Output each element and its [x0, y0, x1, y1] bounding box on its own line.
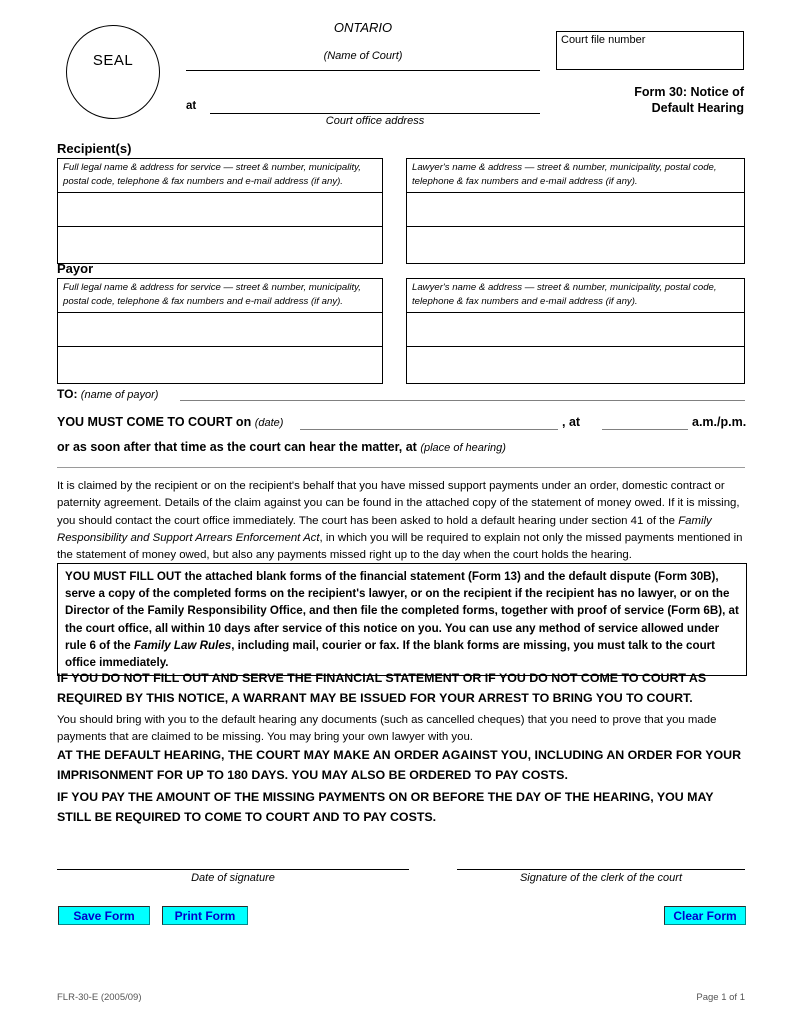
- place-of-hearing-caption: (place of hearing): [420, 442, 506, 454]
- comma-at-label: , at: [562, 415, 581, 429]
- page-number-footer: Page 1 of 1: [696, 992, 745, 1003]
- recipients-heading: Recipient(s): [57, 141, 132, 156]
- form-code-footer: FLR-30-E (2005/09): [57, 992, 142, 1003]
- claim-paragraph-part-1: It is claimed by the recipient or on the recipient's behalf that you have missed support payments under an order, domestic contract or paternity agreement. Details of the claim against you can be found in the attached copy of the statement of money owed. If it is missing, you should contact the court office immediately. The court has been asked to hold a default hearing under section 41 of the: [57, 480, 740, 527]
- save-form-button[interactable]: Save Form: [58, 906, 150, 925]
- payor-party-field-2[interactable]: [58, 347, 382, 383]
- payor-lawyer-caption: Lawyer's name & address — street & number, municipality, postal code, telephone & fax numbers and e-mail address (if any).: [407, 279, 744, 313]
- court-seal-icon: [66, 25, 160, 119]
- court-file-number-field[interactable]: [556, 31, 744, 70]
- must-come-to-court-row: [57, 415, 283, 429]
- warning-imprisonment: AT THE DEFAULT HEARING, THE COURT MAY MAKE AN ORDER AGAINST YOU, INCLUDING AN ORDER FOR YOUR IMPRISONMENT FOR UP TO 180 DAYS. YOU MAY ALSO BE ORDERED TO PAY COSTS.: [57, 748, 742, 782]
- place-of-hearing-row: [57, 440, 506, 454]
- claim-paragraph-statute: Family Responsibility and Support Arrears Enforcement Act: [57, 514, 712, 544]
- name-of-court-caption: (Name of Court): [323, 50, 403, 62]
- warning-warrant: IF YOU DO NOT FILL OUT AND SERVE THE FINANCIAL STATEMENT OR IF YOU DO NOT COME TO COURT AS REQUIRED BY THIS NOTICE, A WARRANT MAY BE ISSUED FOR YOUR ARREST TO BRING YOU TO COURT.: [57, 671, 707, 705]
- must-fill-part-1: YOU MUST FILL OUT the attached blank forms of the financial statement (Form 13) and the default dispute (Form 30B), serve a copy of the completed forms on the recipient's lawyer, or on the recipient if the recipient has no lawyer, or on the Director of the Family Responsibility Office, and then file the completed forms, together with proof of service (Form 6B), at the court office, all within 10 days after service of this notice on you. You can use any method of service allowed under rule 6 of the: [65, 570, 739, 652]
- payor-lawyer-box[interactable]: [406, 278, 745, 384]
- hearing-date-input-line[interactable]: [300, 429, 558, 430]
- court-file-number-label: Court file number: [561, 34, 646, 46]
- at-label: at: [186, 100, 197, 112]
- recipient-party-field-2[interactable]: [58, 227, 382, 263]
- payor-lawyer-field-2[interactable]: [407, 347, 744, 383]
- recipient-lawyer-caption: Lawyer's name & address — street & number, municipality, postal code, telephone & fax numbers and e-mail address (if any).: [407, 159, 744, 193]
- form-title-line-2: Default Hearing: [651, 101, 744, 115]
- form-title-line-1: Form 30: Notice of: [634, 85, 744, 99]
- payor-party-field-1[interactable]: [58, 313, 382, 347]
- recipient-party-field-1[interactable]: [58, 193, 382, 227]
- must-come-label: YOU MUST COME TO COURT on: [57, 415, 252, 429]
- recipients-row: [57, 158, 745, 264]
- date-caption: (date): [254, 417, 284, 429]
- name-of-court-input-line[interactable]: [186, 70, 540, 71]
- form-header: [0, 0, 790, 136]
- claim-paragraph-part-2: , in which you will be required to explain not only the missed payments mentioned in the statement of money owed, but also any payments missed right up to the day when the court holds the hearing.: [57, 531, 743, 562]
- payor-party-caption: Full legal name & address for service — street & number, municipality, postal code, telephone & fax numbers and e-mail address (if any).: [58, 279, 382, 313]
- form-title: [500, 84, 744, 116]
- payor-party-box[interactable]: [57, 278, 383, 384]
- am-pm-label: a.m./p.m.: [692, 415, 747, 429]
- claim-paragraph: [57, 478, 749, 564]
- date-of-signature-line[interactable]: [57, 869, 409, 870]
- clerk-signature-caption: Signature of the clerk of the court: [519, 872, 683, 884]
- must-fill-part-2: , including mail, courier or fax. If the blank forms are missing, you must talk to the court office immediately.: [65, 638, 716, 670]
- recipient-party-caption: Full legal name & address for service — street & number, municipality, postal code, telephone & fax numbers and e-mail address (if any).: [58, 159, 382, 193]
- bring-documents-paragraph: You should bring with you to the default hearing any documents (such as cancelled cheques) that you need to prove that you made payments that are claimed to be missing. You may bring your own lawyer with you.: [57, 714, 717, 744]
- recipient-party-box[interactable]: [57, 158, 383, 264]
- recipient-lawyer-field-1[interactable]: [407, 193, 744, 227]
- to-label: TO:: [57, 387, 78, 401]
- to-caption: (name of payor): [80, 389, 159, 401]
- hearing-time-input-line[interactable]: [602, 429, 688, 430]
- payor-row: [57, 278, 745, 384]
- recipient-lawyer-box[interactable]: [406, 158, 745, 264]
- jurisdiction-label: ONTARIO: [333, 20, 393, 35]
- clerk-signature-line[interactable]: [457, 869, 745, 870]
- must-fill-out-box: [57, 563, 747, 676]
- recipient-lawyer-field-2[interactable]: [407, 227, 744, 263]
- clear-form-button[interactable]: Clear Form: [664, 906, 746, 925]
- court-office-address-caption: Court office address: [325, 115, 425, 127]
- must-fill-statute: Family Law Rules: [133, 638, 232, 652]
- payor-lawyer-field-1[interactable]: [407, 313, 744, 347]
- payor-name-input-line[interactable]: [180, 400, 745, 401]
- seal-label: SEAL: [92, 52, 134, 69]
- warning-payment: IF YOU PAY THE AMOUNT OF THE MISSING PAYMENTS ON OR BEFORE THE DAY OF THE HEARING, YOU MAY STILL BE REQUIRED TO COME TO COURT AND TO PAY COSTS.: [57, 790, 714, 824]
- print-form-button[interactable]: Print Form: [162, 906, 248, 925]
- date-of-signature-caption: Date of signature: [191, 872, 275, 884]
- payor-heading: Payor: [57, 261, 94, 276]
- or-as-soon-label: or as soon after that time as the court can hear the matter, at: [57, 440, 417, 454]
- to-row: [57, 387, 158, 401]
- court-office-address-input-line[interactable]: [210, 113, 540, 114]
- section-divider: [57, 467, 745, 468]
